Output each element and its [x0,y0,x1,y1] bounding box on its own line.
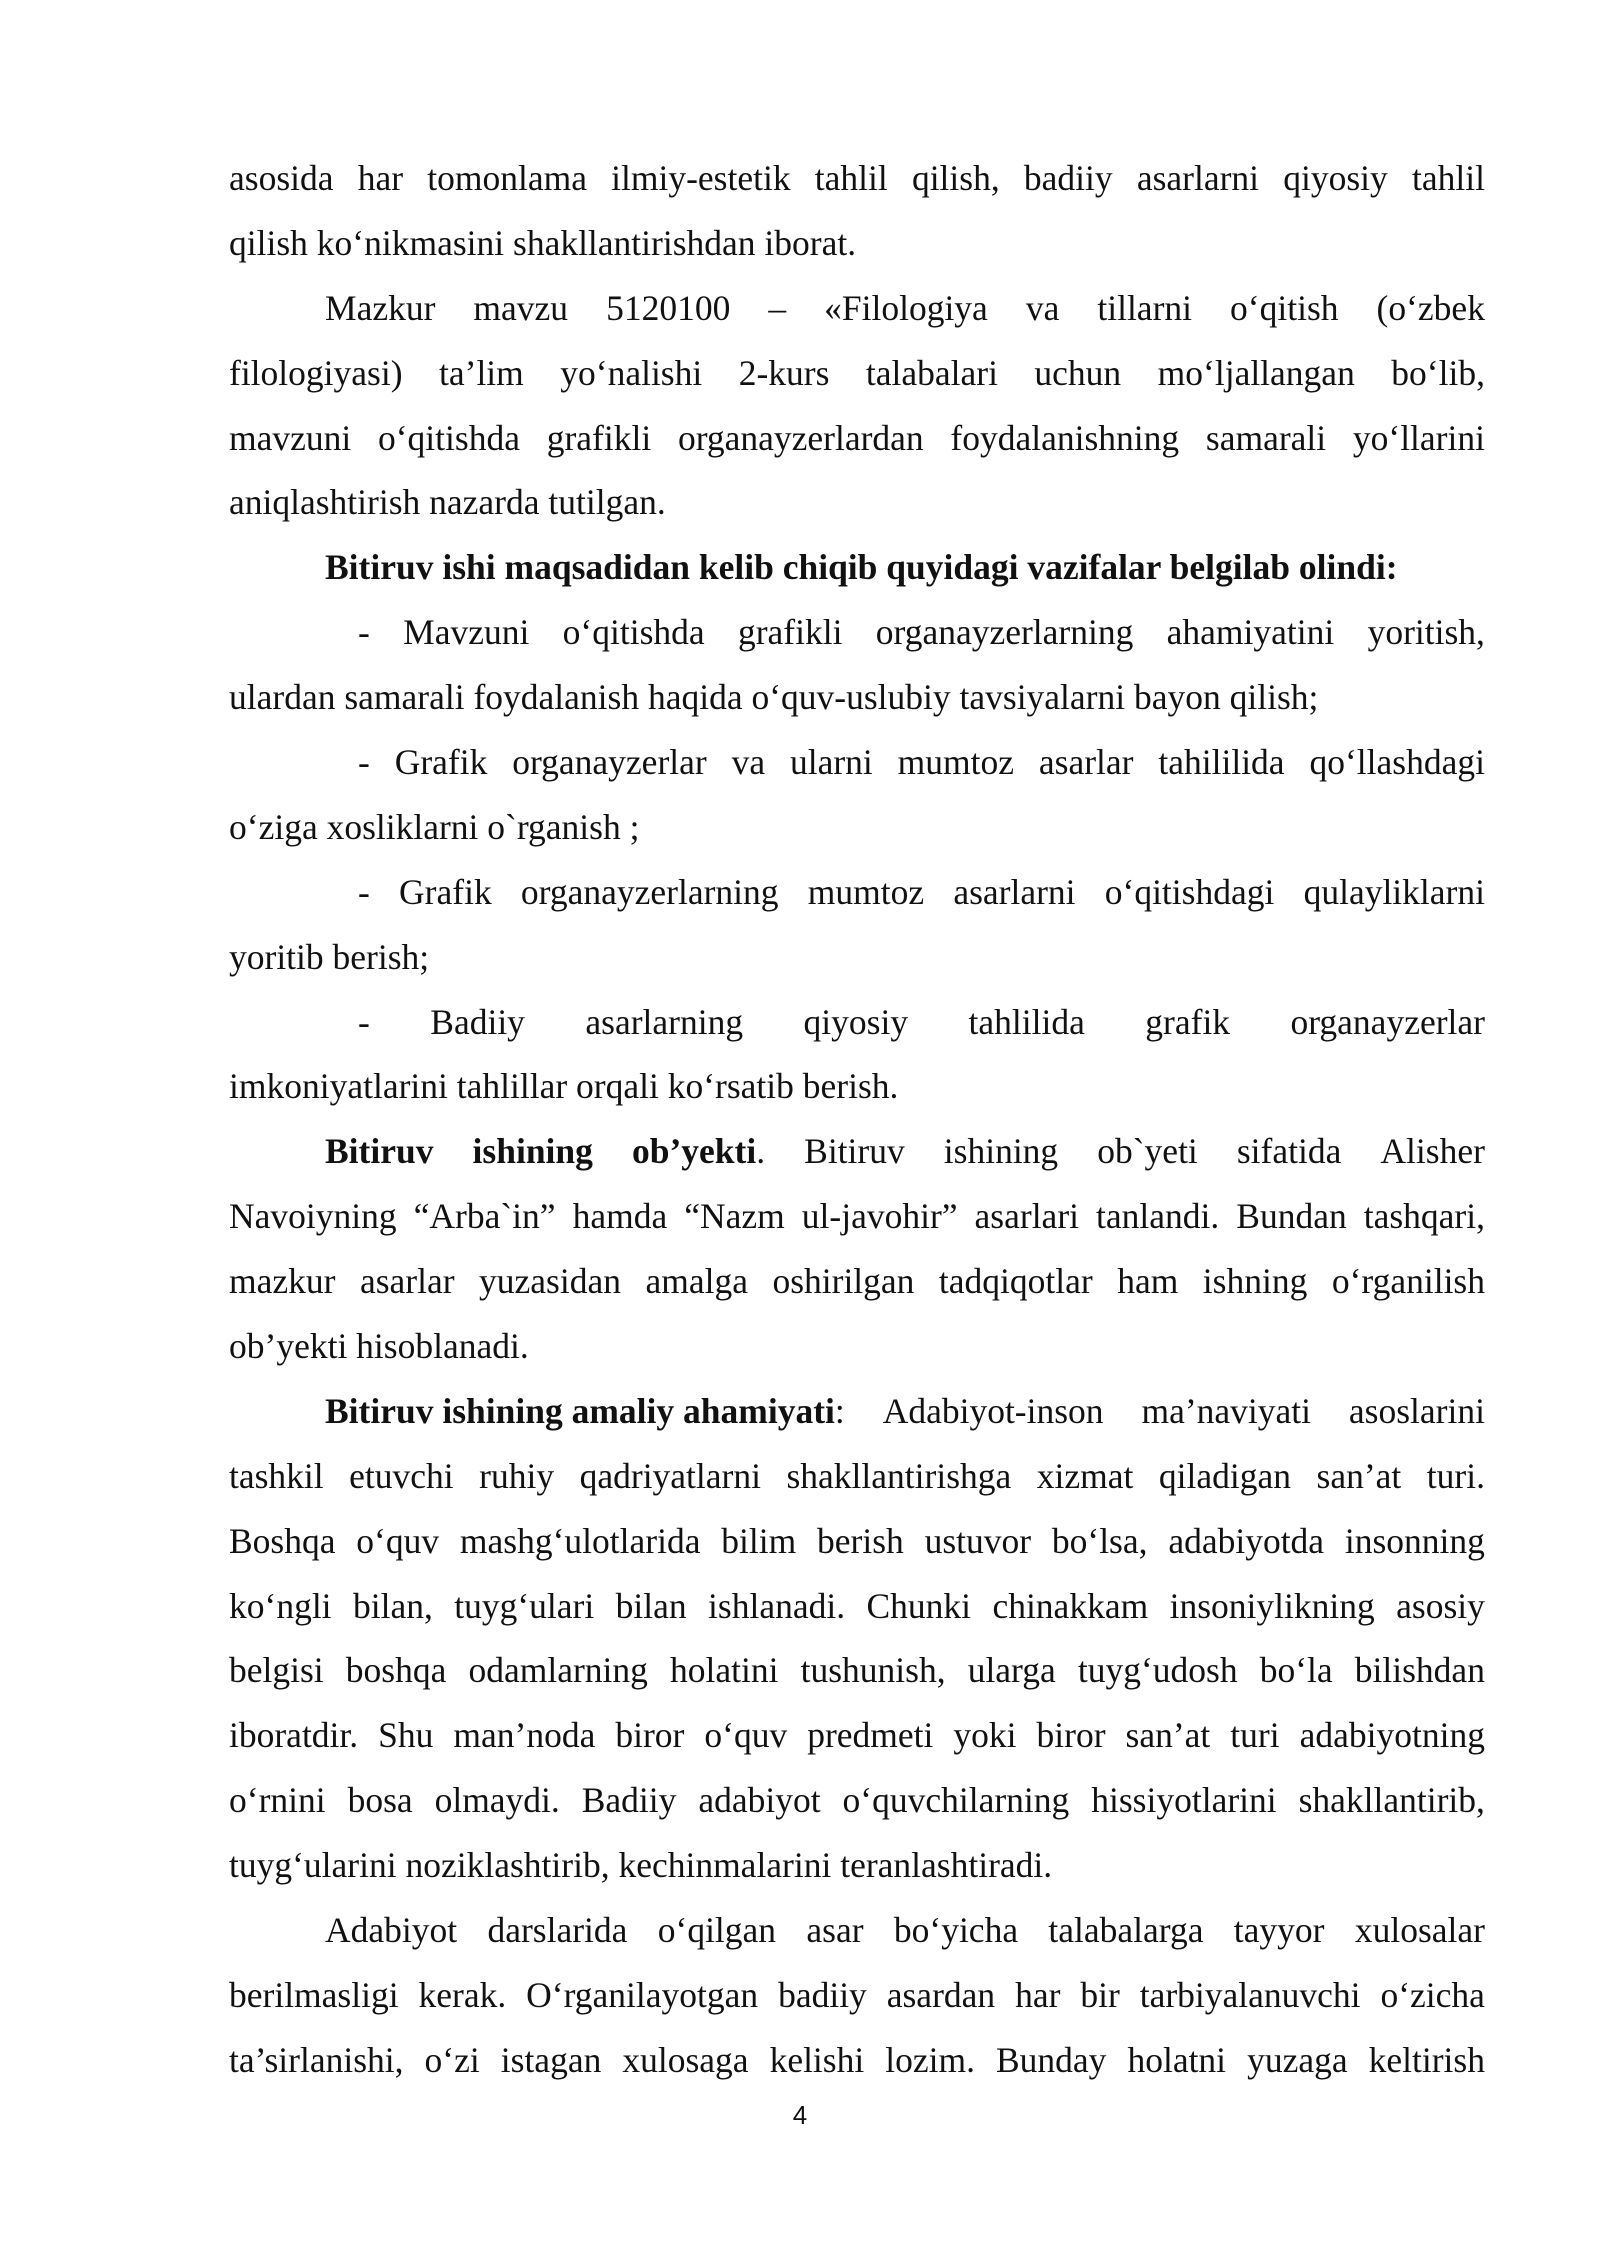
text-line: ulardan samarali foydalanish haqida o‘quv-uslubiy tavsiyalarni bayon qilish; [229,677,1319,718]
paragraph-start-line: Bitiruv ishining amaliy ahamiyati: Adabiyot-inson ma’naviyati asoslarini [325,1390,1485,1431]
text-line: mazkur asarlar yuzasidan amalga oshirilgan tadqiqotlar ham ishning o‘rganilish [229,1261,1485,1302]
text-line: filologiyasi) ta’lim yo‘nalishi 2-kurs talabalari uchun mo‘ljallangan bo‘lib, [229,352,1485,393]
text-line: berilmasligi kerak. O‘rganilayotgan badiiy asardan har bir tarbiyalanuvchi o‘zicha [229,1974,1485,2015]
text-line: Navoiyning “Arba`in” hamda “Nazm ul-javohir” asarlari tanlandi. Bundan tashqari, [229,1196,1485,1237]
list-item: - Mavzuni o‘qitishda grafikli organayzerlarning ahamiyatini yoritish, [358,612,1485,653]
paragraph-start-line: Adabiyot darslarida o‘qilgan asar bo‘yicha talabalarga tayyor xulosalar [325,1910,1485,1951]
text-line: aniqlashtirish nazarda tutilgan. [229,482,666,523]
list-item: - Grafik organayzerlar va ularni mumtoz asarlar tahililida qo‘llashdagi [358,742,1485,783]
text-line: mavzuni o‘qitishda grafikli organayzerlardan foydalanishning samarali yo‘llarini [229,417,1485,458]
page-number: 4 [792,2100,808,2130]
text-line: o‘ziga xosliklarni o`rganish ; [229,806,640,847]
list-item: - Badiiy asarlarning qiyosiy tahlilida grafik organayzerlar [358,1001,1485,1042]
text-line: belgisi boshqa odamlarning holatini tushunish, ularga tuyg‘udosh bo‘la bilishdan [229,1650,1485,1691]
text-line: iboratdir. Shu man’noda biror o‘quv predmeti yoki biror san’at turi adabiyotning [229,1715,1485,1756]
text-line: ko‘ngli bilan, tuyg‘ulari bilan ishlanadi. Chunki chinakkam insoniylikning asosiy [229,1585,1485,1626]
text-line: ta’sirlanishi, o‘zi istagan xulosaga kelishi lozim. Bunday holatni yuzaga keltirish [229,2039,1485,2080]
text-line: Boshqa o‘quv mashg‘ulotlarida bilim berish ustuvor bo‘lsa, adabiyotda insonning [229,1520,1485,1561]
paragraph-start-line: Mazkur mavzu 5120100 – «Filologiya va tillarni o‘qitish (o‘zbek [325,287,1485,328]
text-line: tashkil etuvchi ruhiy qadriyatlarni shakllantirishga xizmat qiladigan san’at turi. [229,1455,1485,1496]
text-line: o‘rnini bosa olmaydi. Badiiy adabiyot o‘quvchilarning hissiyotlarini shakllantirib, [229,1780,1485,1821]
section-heading: Bitiruv ishi maqsadidan kelib chiqib quyidagi vazifalar belgilab olindi: [325,547,1398,588]
text-line: yoritib berish; [229,936,430,977]
text-line: imkoniyatlarini tahlillar orqali ko‘rsatib berish. [229,1066,899,1107]
text-line: qilish ko‘nikmasini shakllantirishdan iborat. [229,222,857,263]
paragraph-start-line: Bitiruv ishining ob’yekti. Bitiruv ishining ob`yeti sifatida Alisher [325,1131,1485,1172]
text-line: ob’yekti hisoblanadi. [229,1326,529,1367]
list-item: - Grafik organayzerlarning mumtoz asarlarni o‘qitishdagi qulayliklarni [358,871,1485,912]
text-line: asosida har tomonlama ilmiy-estetik tahlil qilish, badiiy asarlarni qiyosiy tahlil [229,158,1485,198]
text-line: tuyg‘ularini noziklashtirib, kechinmalarini teranlashtiradi. [229,1845,1053,1886]
document-body [229,146,1485,2093]
